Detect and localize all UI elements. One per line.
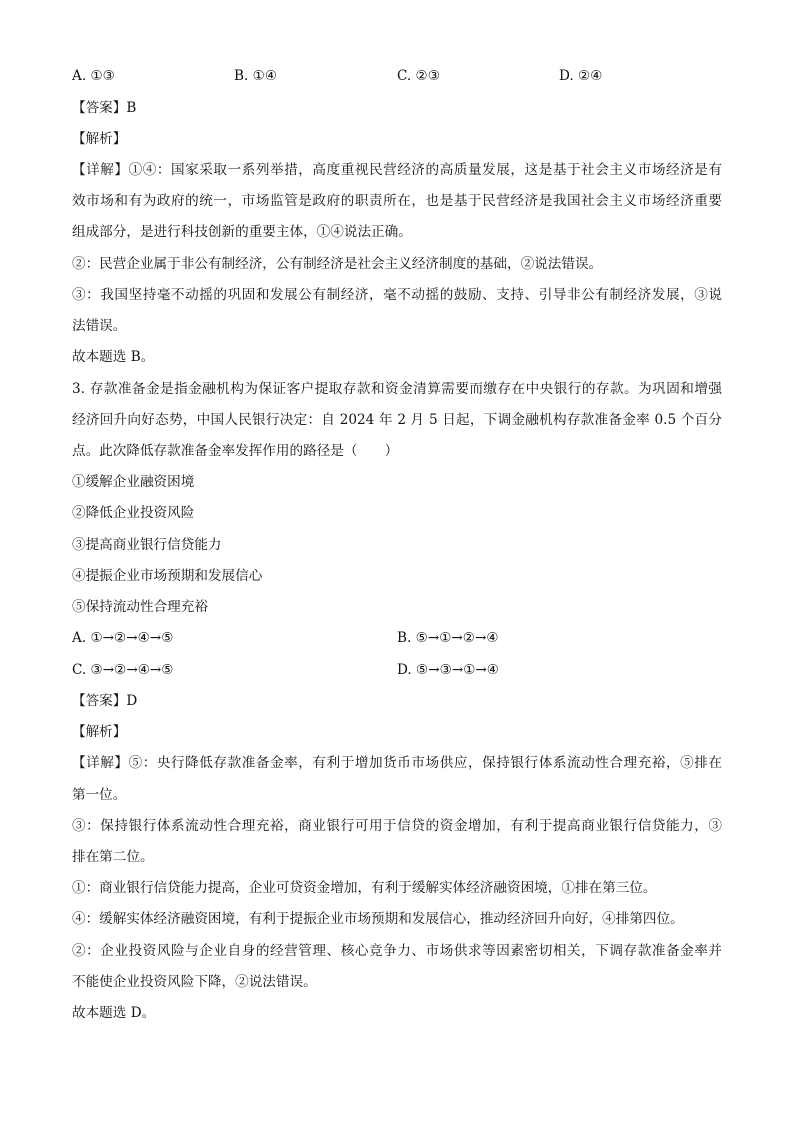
- q3-option-d: D. ⑤→③→①→④: [397, 662, 499, 678]
- q3-detail-line: 不能使企业投资风险下降，②说法错误。: [72, 974, 317, 990]
- q3-stem-line: 3. 存款准备金是指金融机构为保证客户提取存款和资金清算需要而缴存在中央银行的存款。为巩固和增强: [72, 381, 722, 397]
- q2-detail-line: 法错误。: [72, 318, 127, 334]
- q3-answer: 【答案】D: [72, 693, 138, 709]
- q3-detail-line: 第一位。: [72, 787, 127, 803]
- q3-detail-line: 【详解】⑤：央行降低存款准备金率，有利于增加货币市场供应，保持银行体系流动性合理充裕，⑤排在: [72, 755, 722, 771]
- q3-stem-line: 点。此次降低存款准备金率发挥作用的路径是（ ）: [72, 443, 399, 459]
- q2-detail-line: 组成部分，是进行科技创新的重要主体，①④说法正确。: [72, 224, 412, 240]
- q3-detail-line: ①：商业银行信贷能力提高，企业可贷资金增加，有利于缓解实体经济融资困境，①排在第三位。: [72, 880, 657, 896]
- q2-conclusion: 故本题选 B。: [72, 349, 155, 365]
- q2-detail-line: 效市场和有为政府的统一，市场监管是政府的职责所在，也是基于民营经济是我国社会主义市场经济重要: [72, 193, 722, 209]
- q2-detail-line: ③：我国坚持毫不动摇的巩固和发展公有制经济，毫不动摇的鼓励、支持、引导非公有制经济发展，③说: [72, 287, 722, 303]
- q3-item: ①缓解企业融资困境: [72, 474, 195, 490]
- q2-option-d: D. ②④: [559, 68, 603, 84]
- q2-option-b: B. ①④: [234, 68, 278, 84]
- q3-item: ②降低企业投资风险: [72, 505, 195, 521]
- q3-analysis-label: 【解析】: [72, 724, 127, 740]
- q2-detail-line: ②：民营企业属于非公有制经济，公有制经济是社会主义经济制度的基础，②说法错误。: [72, 256, 603, 272]
- q3-item: ③提高商业银行信贷能力: [72, 537, 222, 553]
- q2-answer: 【答案】B: [72, 100, 137, 116]
- q2-option-a: A. ①③: [72, 68, 115, 84]
- q3-detail-line: 排在第二位。: [72, 849, 154, 865]
- q2-detail-line: 【详解】①④：国家采取一系列举措，高度重视民营经济的高质量发展，这是基于社会主义市场经济是有: [72, 162, 722, 178]
- q3-detail-line: ③：保持银行体系流动性合理充裕，商业银行可用于信贷的资金增加，有利于提高商业银行信贷能力，③: [72, 818, 722, 834]
- q3-option-c: C. ③→②→④→⑤: [72, 662, 174, 678]
- q3-detail-line: ④：缓解实体经济融资困境，有利于提振企业市场预期和发展信心，推动经济回升向好，④排第四位。: [72, 911, 684, 927]
- q3-conclusion: 故本题选 D。: [72, 1005, 156, 1021]
- q3-option-b: B. ⑤→①→②→④: [397, 630, 499, 646]
- q3-item: ⑤保持流动性合理充裕: [72, 599, 208, 615]
- q3-stem-line: 经济回升向好态势，中国人民银行决定：自 2024 年 2 月 5 日起，下调金融机构存款准备金率 0.5 个百分: [72, 412, 722, 428]
- q3-detail-line: ②：企业投资风险与企业自身的经营管理、核心竞争力、市场供求等因素密切相关，下调存款准备金率并: [72, 943, 722, 959]
- q3-option-a: A. ①→②→④→⑤: [72, 630, 174, 646]
- q2-analysis-label: 【解析】: [72, 131, 127, 147]
- q3-item: ④提振企业市场预期和发展信心: [72, 568, 263, 584]
- q2-option-c: C. ②③: [397, 68, 440, 84]
